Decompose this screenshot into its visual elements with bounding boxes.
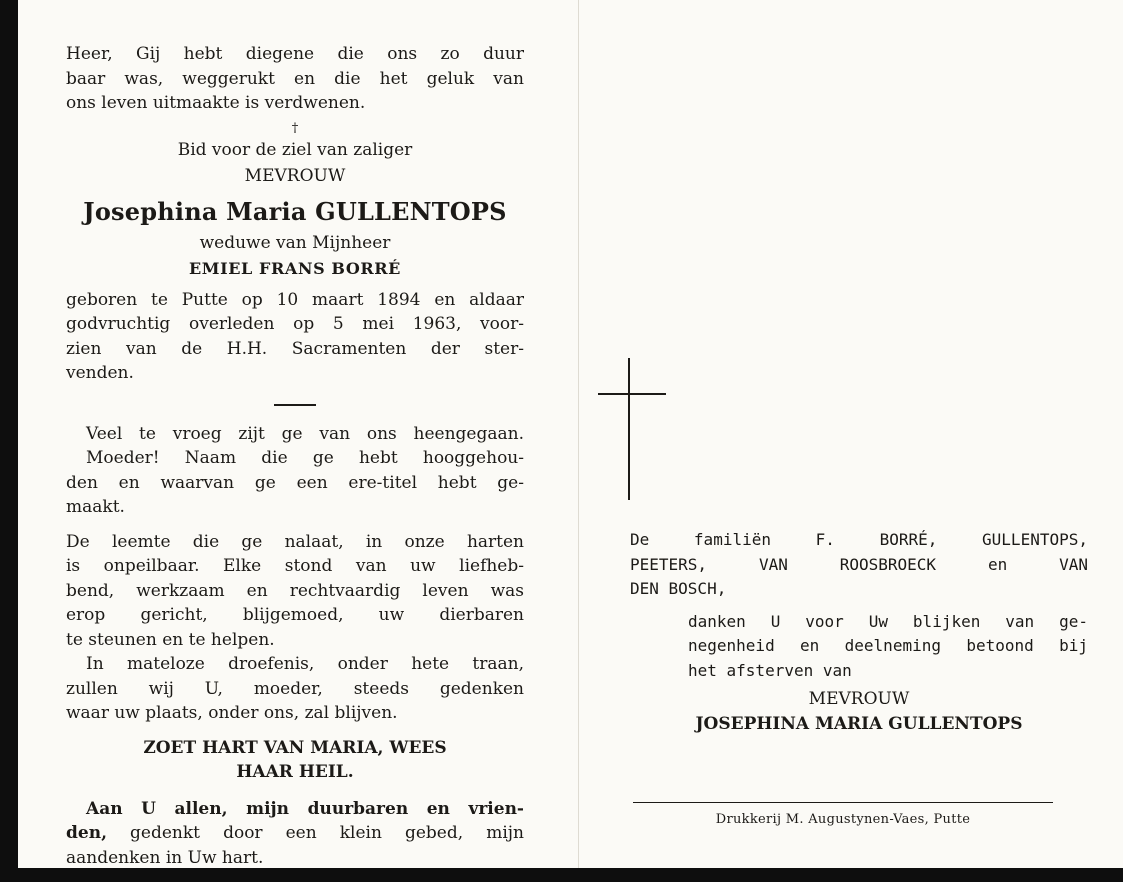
closing-line: aandenken in Uw hart. [66, 847, 264, 868]
verse-line: zullen wij U, moeder, steeds gedenken [66, 678, 524, 699]
thanks-line: danken U voor Uw blijken van ge- [688, 611, 1088, 631]
section-divider [274, 404, 316, 406]
prayer-line: ons leven uitmaakte is verdwenen. [66, 93, 366, 113]
bio-line: godvruchtig overleden op 5 mei 1963, voor- [66, 314, 524, 334]
cross-horizontal-bar [598, 393, 666, 395]
families-line: De familiën F. BORRÉ, GULLENTOPS, [630, 530, 1088, 549]
invocation-line: ZOET HART VAN MARIA, WEES [143, 737, 447, 758]
families-block [630, 528, 1088, 602]
verse-2 [66, 530, 524, 653]
prayer-line: baar was, weggerukt en die het geluk van [66, 68, 524, 89]
verse-line: bend, werkzaam en rechtvaardig leven was [66, 580, 524, 601]
families-line: PEETERS, VAN ROOSBROECK en VAN [630, 554, 1088, 574]
verse-line: erop gericht, blijgemoed, uw dierbaren [66, 605, 524, 625]
verse-line: is onpeilbaar. Elke stond van uw liefheb- [66, 556, 524, 576]
title-mevrouw: MEVROUW [244, 166, 346, 186]
large-cross-icon [598, 358, 666, 500]
verse-line: Veel te vroeg zijt ge van ons heengegaan. [86, 423, 524, 444]
card-fold-line [578, 0, 579, 868]
closing-line: Aan U allen, mijn duurbaren en vrien- [86, 798, 524, 819]
card-bottom-edge [0, 868, 1123, 882]
deceased-name: Josephina Maria GULLENTOPS [83, 196, 507, 226]
prayer-line: Heer, Gij hebt diegene die ons zo duur [66, 44, 524, 64]
closing-block [66, 797, 524, 871]
verse-3 [66, 652, 524, 726]
bio-line: venden. [66, 363, 134, 383]
thanks-line: het afsterven van [688, 660, 852, 680]
spouse-name: EMIEL FRANS BORRÉ [189, 259, 401, 278]
verse-line: Moeder! Naam die ge hebt hooggehou- [86, 448, 524, 468]
right-page [630, 528, 1088, 736]
invocation [66, 736, 524, 785]
thanks-block [630, 610, 1088, 684]
bio-line: geboren te Putte op 10 maart 1894 en aldaar [66, 289, 524, 310]
verse-line: waar uw plaats, onder ons, zal blijven. [66, 703, 398, 723]
small-cross-icon: † [291, 120, 299, 136]
families-line: DEN BOSCH, [630, 579, 727, 598]
bio-block [66, 288, 524, 386]
printer-credit: Drukkerij M. Augustynen-Vaes, Putte [715, 812, 971, 827]
verse-line: De leemte die ge nalaat, in onze harten [66, 531, 524, 552]
bio-line: zien van de H.H. Sacramenten der ster- [66, 338, 524, 359]
verse-line: maakt. [66, 497, 125, 517]
closing-line [66, 821, 524, 846]
verse-line: In mateloze droefenis, onder hete traan, [86, 654, 524, 674]
widow-line: weduwe van Mijnheer [199, 232, 391, 253]
left-page [66, 42, 524, 870]
card-left-edge [0, 0, 18, 882]
cross-vertical-bar [628, 358, 630, 500]
closing-rest: gedenkt door een klein gebed, mijn [106, 823, 524, 843]
verse-1 [66, 422, 524, 520]
verse-line: den en waarvan ge een ere-titel hebt ge- [66, 472, 524, 493]
right-title-mevrouw: MEVROUW [808, 689, 910, 709]
closing-bold-word: den, [66, 823, 107, 843]
right-deceased-name: JOSEPHINA MARIA GULLENTOPS [695, 713, 1023, 734]
bid-line: Bid voor de ziel van zaliger [177, 139, 413, 160]
thanks-line: negenheid en deelneming betoond bij [688, 636, 1088, 655]
verse-line: te steunen en te helpen. [66, 629, 275, 650]
invocation-line: HAAR HEIL. [236, 762, 354, 782]
printer-rule [633, 802, 1053, 803]
